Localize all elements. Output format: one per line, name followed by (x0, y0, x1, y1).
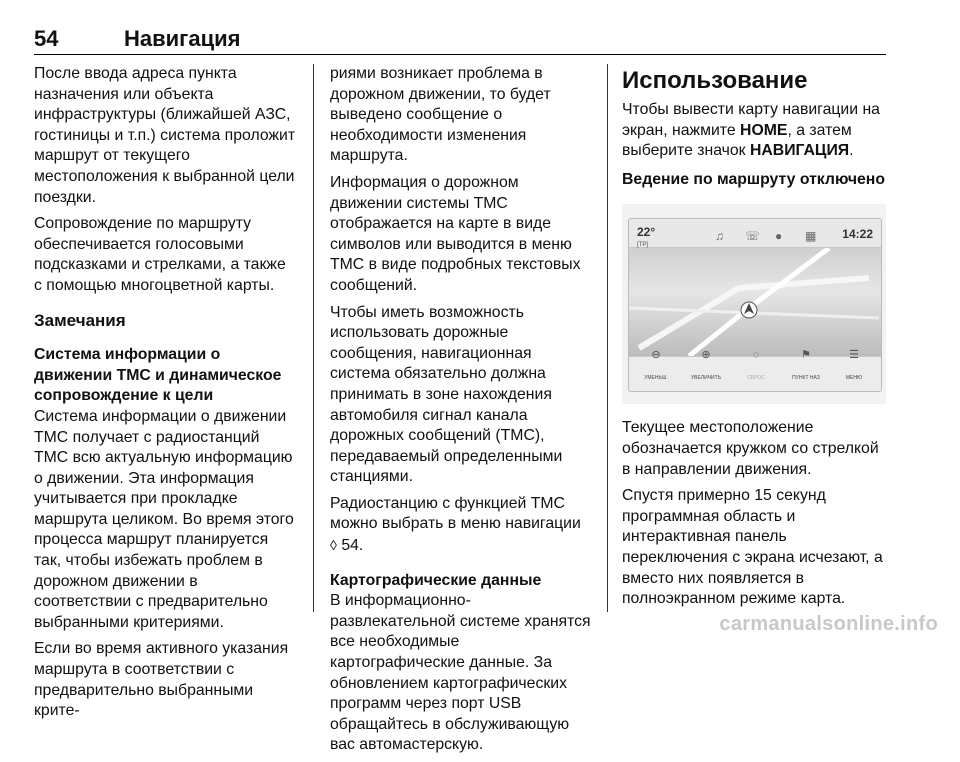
column-middle (330, 64, 592, 762)
paragraph: Если во время активного указания маршрута в соответствии с предварительно выбранными крите- (34, 640, 289, 720)
intro-text: Чтобы вывести карту навигации на экран, нажмите (622, 101, 880, 139)
header-divider (34, 54, 886, 55)
infotainment-screen (628, 218, 882, 392)
paragraph: Чтобы иметь возможность использовать дорожные сообщения, навигационная система обязательно должна принимать в зоне нахождения автомобиля сигнал канала дорожных сообщений (ТМС), передаваемый определенными станциями. (330, 303, 563, 486)
map-view (629, 248, 881, 356)
page-number: 54 (34, 26, 59, 51)
screen-bottom-bar (629, 349, 881, 391)
menu-button[interactable]: ☰ МЕНЮ (831, 345, 877, 388)
navigation-icon: ● (775, 229, 783, 244)
zoom-out-button[interactable]: ⊖ УМЕНЬШ. (633, 345, 679, 388)
navigation-icon-label: НАВИГАЦИЯ (749, 142, 850, 160)
temperature-readout: 22° (637, 225, 656, 240)
clock: 14:22 (842, 227, 873, 242)
paragraph: Сопровождение по маршруту обеспечивается голосовыми подсказками и стрелками, а также с помощью многоцветной карты. (34, 215, 286, 294)
destination-icon: ⚑ (801, 349, 811, 362)
menu-icon: ☰ (849, 349, 859, 362)
zoom-out-icon: ⊖ (651, 349, 661, 362)
section-heading: Использование (622, 67, 808, 94)
apps-icon: ▦ (805, 229, 817, 244)
page-title: Навигация (124, 26, 241, 51)
tmc-heading: Система информации о движении ТМС и динамическое сопровождение к цели (34, 346, 282, 405)
column-divider (313, 64, 314, 612)
paragraph (330, 494, 592, 557)
guidance-off-heading: Ведение по маршруту отключено (622, 170, 885, 188)
paragraph: Система информации о движении ТМС получает с радиостанций ТМС всю актуальную информацию о движении. Эта информация учитывается при прокладке маршрута целиком. Во время этого процесса маршрут планируется так, чтобы избежать проблем в дорожном движении в соответствии с предварительно выбранными критериями. (34, 407, 294, 631)
intro-text: , а затем выберите значок (622, 121, 852, 160)
zoom-in-button[interactable]: ⊕ УВЕЛИЧИТЬ (683, 345, 729, 388)
cross-reference-icon: ◊ (330, 537, 337, 554)
column-divider (607, 64, 608, 612)
zoom-in-icon: ⊕ (701, 349, 711, 362)
cross-reference-page[interactable]: 54. (341, 537, 364, 555)
page-header (34, 26, 886, 56)
music-icon: ♫ (715, 229, 724, 244)
phone-icon: ☏ (745, 229, 761, 244)
paragraph: риями возникает проблема в дорожном движении, то будет выведено сообщение о необходимости изменения маршрута. (330, 65, 551, 165)
destination-button[interactable]: ⚑ ПУНКТ НАЗ (783, 345, 829, 388)
notes-heading: Замечания (34, 310, 126, 330)
map-graphic (629, 248, 881, 356)
cartographic-data-heading: Картографические данные (330, 571, 542, 589)
column-left (34, 64, 296, 728)
paragraph: Информация о дорожном движении системы ТМС отображается на карте в виде символов или выводится в меню ТМС в виде подробных текстовых сообщений. (330, 173, 581, 294)
paragraph-text: Радиостанцию с функцией ТМС можно выбрать в меню навигации (330, 494, 581, 533)
tp-indicator: [TP] (637, 242, 649, 249)
navigation-screen-illustration (622, 204, 886, 404)
reset-icon: ◌ (752, 349, 760, 362)
paragraph: После ввода адреса пункта назначения или объекта инфраструктуры (ближайшей АЗС, гостиницы и т.п.) система проложит маршрут от текущего местоположения к выбранной цели поездки. (34, 65, 296, 206)
column-right (622, 64, 890, 616)
watermark: carmanualsonline.info (719, 613, 938, 635)
home-key-label: HOME (740, 121, 788, 139)
reset-button[interactable]: ◌ СБРОС (733, 345, 779, 388)
screen-top-bar (629, 219, 881, 248)
paragraph: Текущее местоположение обозначается кружком со стрелкой в направлении движения. (622, 419, 879, 478)
paragraph: В информационно-развлекательной системе хранятся все необходимые картографические данные. За обновлением картографических программ через порт USB обращайтесь в обслуживающую вас автомастерскую. (330, 592, 591, 754)
intro-paragraph (622, 100, 890, 162)
paragraph: Спустя примерно 15 секунд программная область и интерактивная панель переключения с экрана исчезают, а вместо них появляется в полноэкранном режиме карта. (622, 487, 883, 608)
intro-text: . (849, 142, 854, 160)
